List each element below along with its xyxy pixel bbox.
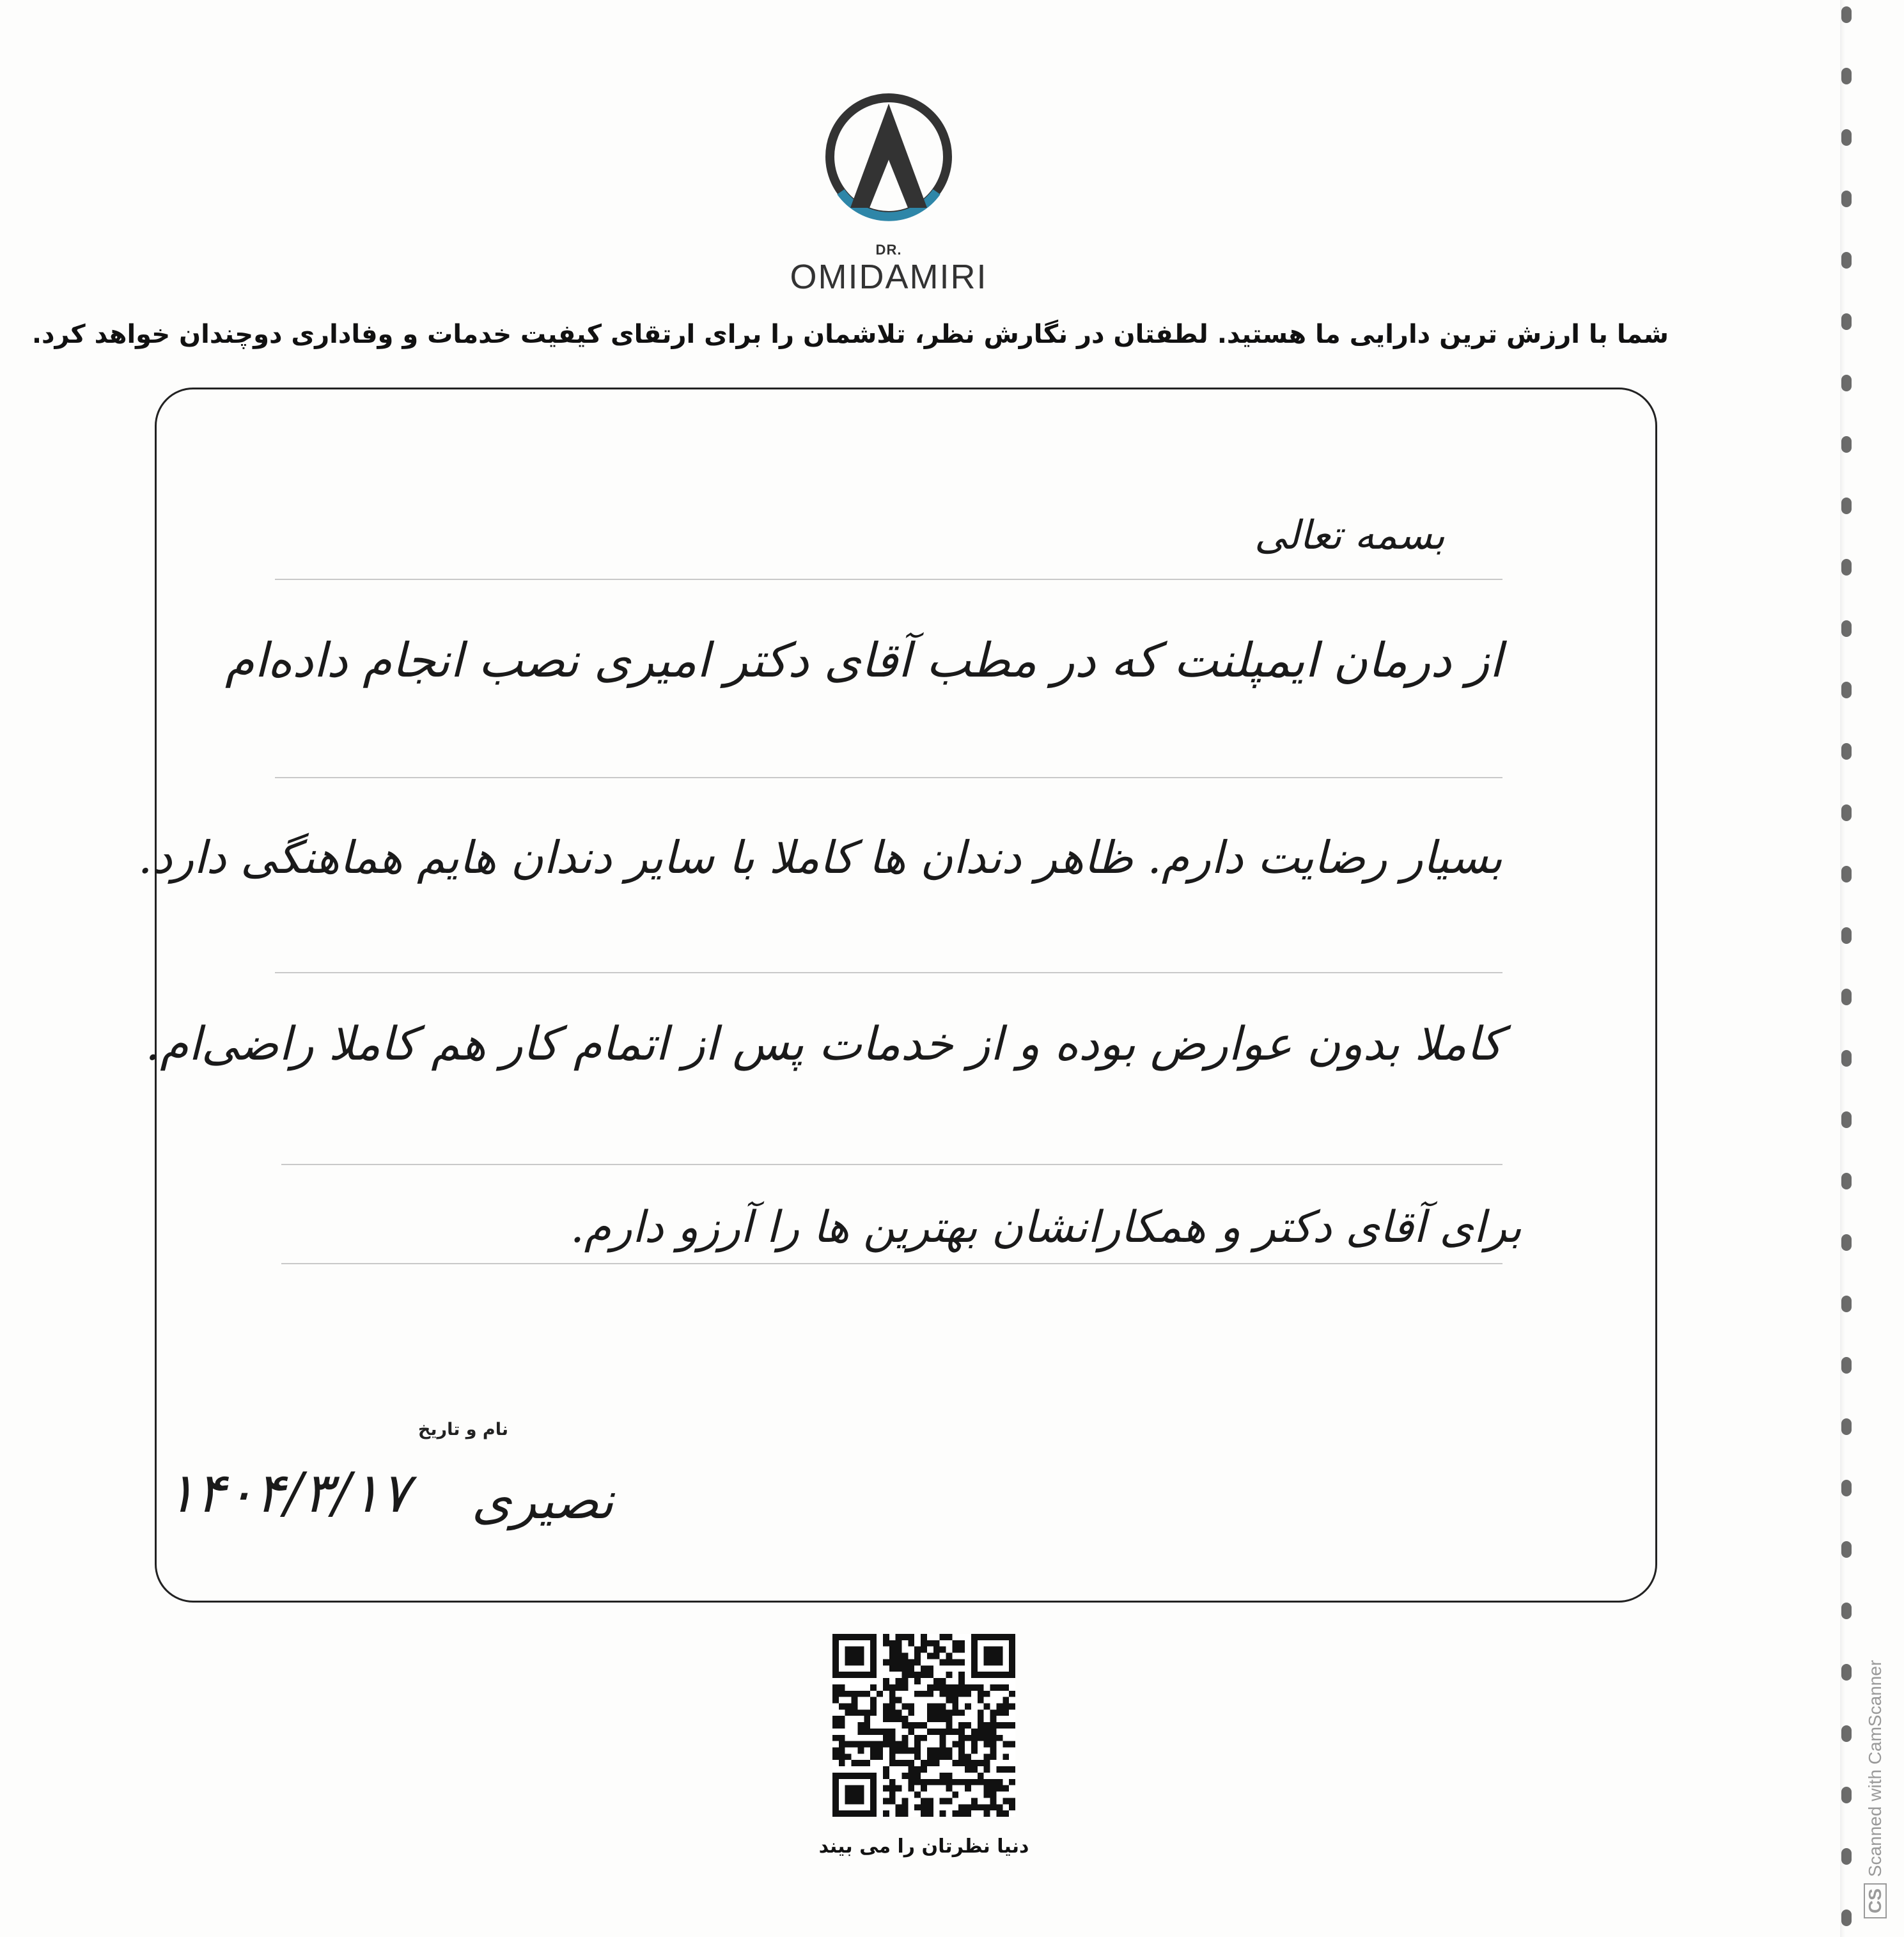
brand-prefix: DR. xyxy=(875,242,902,258)
binding-ring xyxy=(1841,1848,1852,1865)
binding-ring xyxy=(1841,743,1852,760)
binding-ring xyxy=(1841,1910,1852,1926)
binding-ring xyxy=(1841,498,1852,514)
handwritten-line-4: برای آقای دکتر و همکارانشان بهترین ها را آرزو دارم. xyxy=(570,1202,1522,1253)
binding-ring xyxy=(1841,313,1852,330)
signature-label: نام و تاریخ xyxy=(417,1420,508,1439)
scanner-badge: CS xyxy=(1864,1883,1887,1918)
binding-ring xyxy=(1841,6,1852,23)
binding-ring xyxy=(1841,1111,1852,1128)
binding-ring xyxy=(1841,1234,1852,1251)
ruled-line xyxy=(275,972,1502,973)
ruled-line xyxy=(281,1164,1502,1165)
signature-name: نصیری xyxy=(471,1471,614,1530)
binding-ring xyxy=(1841,436,1852,453)
binding-ring xyxy=(1841,68,1852,84)
binding-ring xyxy=(1841,1173,1852,1189)
ruled-line xyxy=(281,1263,1502,1264)
clinic-logo xyxy=(822,90,956,230)
ruled-line xyxy=(275,579,1502,580)
binding-ring xyxy=(1841,866,1852,882)
handwritten-heading: بسمه تعالی xyxy=(1254,512,1445,558)
binding-ring xyxy=(1841,804,1852,821)
binding-ring xyxy=(1841,191,1852,207)
binding-ring xyxy=(1841,1418,1852,1435)
binding-ring xyxy=(1841,682,1852,698)
binding-ring xyxy=(1841,1541,1852,1558)
handwritten-line-2: بسیار رضایت دارم. ظاهر دندان ها کاملا با سایر دندان هایم هماهنگی دارد. xyxy=(137,831,1502,884)
binding-ring xyxy=(1841,927,1852,944)
handwritten-line-3: کاملا بدون عوارض بوده و از خدمات پس از اتمام کار هم کاملا راضی‌ام. xyxy=(145,1017,1502,1070)
binding-ring xyxy=(1841,620,1852,637)
binding-ring xyxy=(1841,1480,1852,1496)
brand-name: OMIDAMIRI xyxy=(790,258,988,296)
binding-ring xyxy=(1841,559,1852,576)
intro-text: شما با ارزش ترین دارایی ما هستید. لطفتان در نگارش نظر، تلاشمان را برای ارتقای کیفیت خدمات و وفاداری دوچندان خواهد کرد. xyxy=(31,320,1669,349)
binding-ring xyxy=(1841,1664,1852,1681)
binding-ring xyxy=(1841,252,1852,269)
binding-ring xyxy=(1841,1603,1852,1619)
handwritten-line-1: از درمان ایمپلنت که در مطب آقای دکتر امیری نصب انجام داده‌ام xyxy=(225,633,1502,688)
qr-caption: دنیا نظرتان را می بیند xyxy=(818,1835,1029,1858)
feedback-card xyxy=(137,388,1657,1603)
scanner-watermark xyxy=(1864,1660,1887,1918)
binding-ring xyxy=(1841,129,1852,146)
qr-code-icon[interactable] xyxy=(832,1634,1015,1817)
signature-date: ۱۴۰۴/۳/۱۷ xyxy=(166,1461,410,1525)
spiral-binding xyxy=(1834,0,1859,1937)
binding-ring xyxy=(1841,1725,1852,1742)
scanner-text: Scanned with CamScanner xyxy=(1865,1659,1885,1878)
binding-ring xyxy=(1841,1050,1852,1067)
binding-ring xyxy=(1841,375,1852,391)
binding-ring xyxy=(1841,1787,1852,1803)
binding-ring xyxy=(1841,1357,1852,1374)
binding-ring xyxy=(1841,1296,1852,1312)
binding-ring xyxy=(1841,989,1852,1005)
ruled-line xyxy=(275,777,1502,778)
